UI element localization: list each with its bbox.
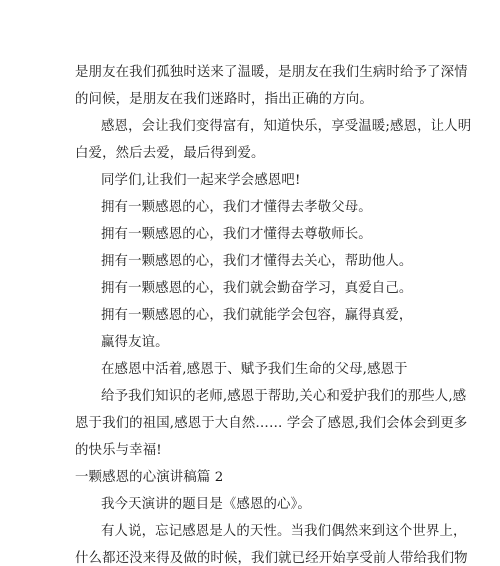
paragraph-line-11: 赢得友谊。 bbox=[101, 335, 169, 350]
paragraph-line-6: 拥有一颗感恩的心，我们才懂得去孝敬父母。 bbox=[101, 200, 372, 215]
paragraph-line-15: 的快乐与幸福! bbox=[75, 443, 162, 458]
paragraph-line-5: 同学们,让我们一起来学会感恩吧! bbox=[101, 173, 301, 188]
paragraph-line-17: 我今天演讲的题目是《感恩的心》。 bbox=[101, 497, 311, 512]
paragraph-line-1: 是朋友在我们孤独时送来了温暖，是朋友在我们生病时给予了深情 bbox=[75, 65, 468, 80]
paragraph-line-2: 的问候，是朋友在我们迷路时，指出正确的方向。 bbox=[75, 92, 373, 107]
paragraph-line-14: 恩于我们的祖国,感恩于大自然…… 学会了感恩,我们会体会到更多 bbox=[75, 416, 468, 431]
paragraph-line-19: 什么都还没来得及做的时候，我们就已经开始享受前人带给我们物 bbox=[75, 551, 468, 566]
paragraph-line-7: 拥有一颗感恩的心，我们才懂得去尊敬师长。 bbox=[101, 227, 372, 242]
paragraph-line-10: 拥有一颗感恩的心，我们就能学会包容，赢得真爱， bbox=[101, 308, 413, 323]
paragraph-line-18: 有人说，忘记感恩是人的天性。当我们偶然来到这个世界上， bbox=[101, 524, 467, 539]
paragraph-line-12: 在感恩中活着,感恩于、赋予我们生命的父母,感恩于 bbox=[101, 362, 408, 377]
paragraph-line-9: 拥有一颗感恩的心，我们就会勤奋学习，真爱自己。 bbox=[101, 281, 413, 296]
paragraph-line-8: 拥有一颗感恩的心，我们才懂得去关心，帮助他人。 bbox=[101, 254, 413, 269]
paragraph-line-13: 给予我们知识的老师,感恩于帮助,关心和爱护我们的那些人,感 bbox=[101, 389, 467, 404]
section-heading: 一颗感恩的心演讲稿篇 2 bbox=[75, 470, 224, 485]
paragraph-line-4: 白爱，然后去爱，最后得到爱。 bbox=[75, 146, 265, 161]
paragraph-line-3: 感恩，会让我们变得富有，知道快乐，享受温暖;感恩，让人明 bbox=[101, 119, 472, 134]
